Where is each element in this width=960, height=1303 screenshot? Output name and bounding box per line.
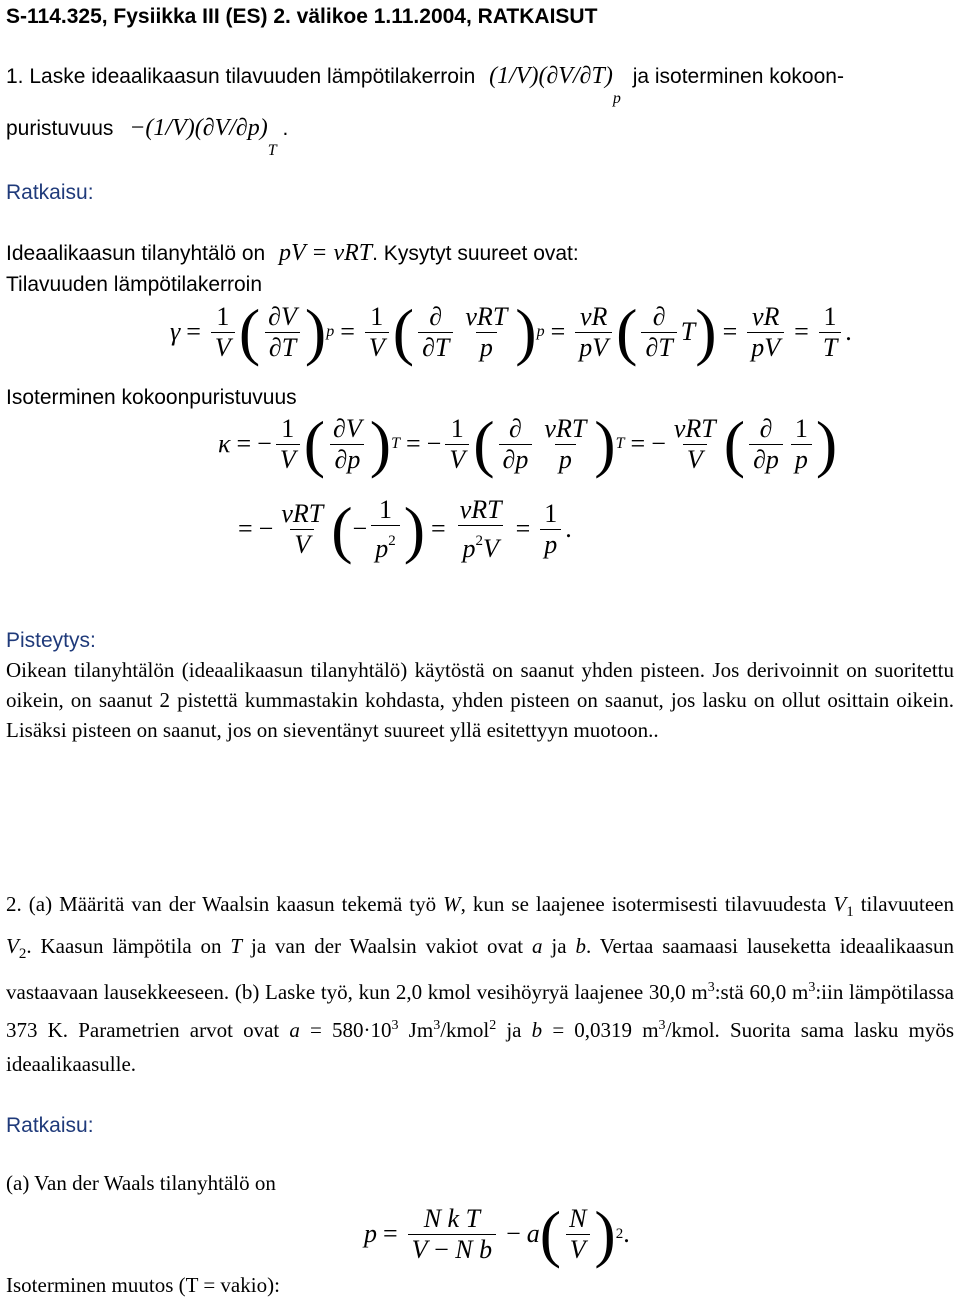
problem1-text-b: ja isoterminen kokoon- [632,65,844,88]
problem1-text-c: puristuvuus [6,117,114,140]
kappa-equation-1: κ = − $\frac{1}{V}$ ( $\frac{\partial V}{\partial p}$ ) T = − $\frac{1}{V}$ ( $\frac{\partial}{\partial p}$ $\frac{\text{νRT}}{p}$ ) T = − $\frac{\text{νRT}}{V}$ ( $\frac{\partial}{\partial p}$ $\frac{1}{p}$ ) [218,408,838,479]
kappa-equation-2: = − $\frac{\text{νRT}}{V}$ ( − $\frac{1}{p^2}$ ) = $\frac{\text{νRT}}{p^2V}$ = $\frac{1}{p}$ . [238,493,572,565]
problem1-line1 [6,60,844,110]
state-equation-line [6,237,579,271]
problem1-line2 [6,112,288,162]
gamma-equation: γ = $\frac{1}{V}$ ( $\frac{\partial V}{\partial T}$ ) p = $\frac{1}{V}$ ( $\frac{\partial}{\partial T}$ $\frac{\text{νRT}}{p}$ ) p = $\frac{\nu R}{pV}$ ( $\frac{\partial}{\partial T}$ T ) = $\frac{\nu R}{pV}$ = $\frac{1}{T}$ . [170,296,852,367]
page-title: S-114.325, Fysiikka III (ES) 2. välikoe 1.11.2004, RATKAISUT [6,5,598,28]
problem1-text-a: 1. Laske ideaalikaasun tilavuuden lämpötilakerroin [6,65,476,88]
problem1-text-d: . [282,117,289,140]
gamma-label: Tilavuuden lämpötilakerroin [6,273,263,296]
problem1-expr2: $-(1/V)(\partial V/\partial p)_T$ [129,115,277,159]
problem1-expr1: $(1/V)(\partial V/\partial T)_p$ [489,63,621,107]
kappa-label: Isoterminen kokoonpuristuvuus [6,386,297,409]
isotherm-text: Isoterminen muutos (T = vakio): [6,1273,280,1297]
scoring-heading: Pisteytys: [6,629,96,652]
state-eq-end: . Kysytyt suureet ovat: [372,242,579,265]
vdw-equation: p = $\frac{\text{N k T}}{\text{V − N b}}$ − a ( $\frac{N}{V}$ ) 2 . [364,1198,630,1269]
solution-heading-2: Ratkaisu: [6,1114,94,1137]
state-eq-text: Ideaalikaasun tilanyhtälö on [6,242,266,265]
scoring-text: Oikean tilanyhtälön (ideaalikaasun tilanyhtälö) käytöstä on saanut yhden pisteen. Jos derivoinnit on suoritettu oikein, on saanut 2 pistettä kummastakin kohdasta, yhden pisteen on saanut, jos lasku on ollut osittain oikein. Lisäksi pisteen on saanut, jos on sieventänyt suureet yllä esitettyyn muotoon.. [6,658,954,742]
problem2-statement: 2. (a) Määritä van der Waalsin kaasun tekemä työ W, kun se laajenee isotermisesti tilavuudesta $V_1$ tilavuuteen $V_2$. Kaasun lämpötila on T ja van der Waalsin vakiot ovat a ja b. Vertaa saamaasi lauseketta ideaalikaasun vastaavaan lausekkeeseen. (b) Laske työ, kun 2,0 kmol vesihöyryä laajenee 30,0 $m^3:stä$ 60,0 $m^3:iin$ lämpötilassa 373 K. Parametrien arvot ovat $a = 580\cdot 10^3$ Jm$^3$/kmol$^2$ ja b = 0,0319 $m^3$/kmol. Suorita sama lasku myös ideaalikaasulle. [6,892,955,1076]
state-eq-formula: pV = νRT [279,240,373,266]
vdw-text: (a) Van der Waals tilanyhtälö on [6,1171,276,1195]
solution-heading-1: Ratkaisu: [6,181,94,204]
